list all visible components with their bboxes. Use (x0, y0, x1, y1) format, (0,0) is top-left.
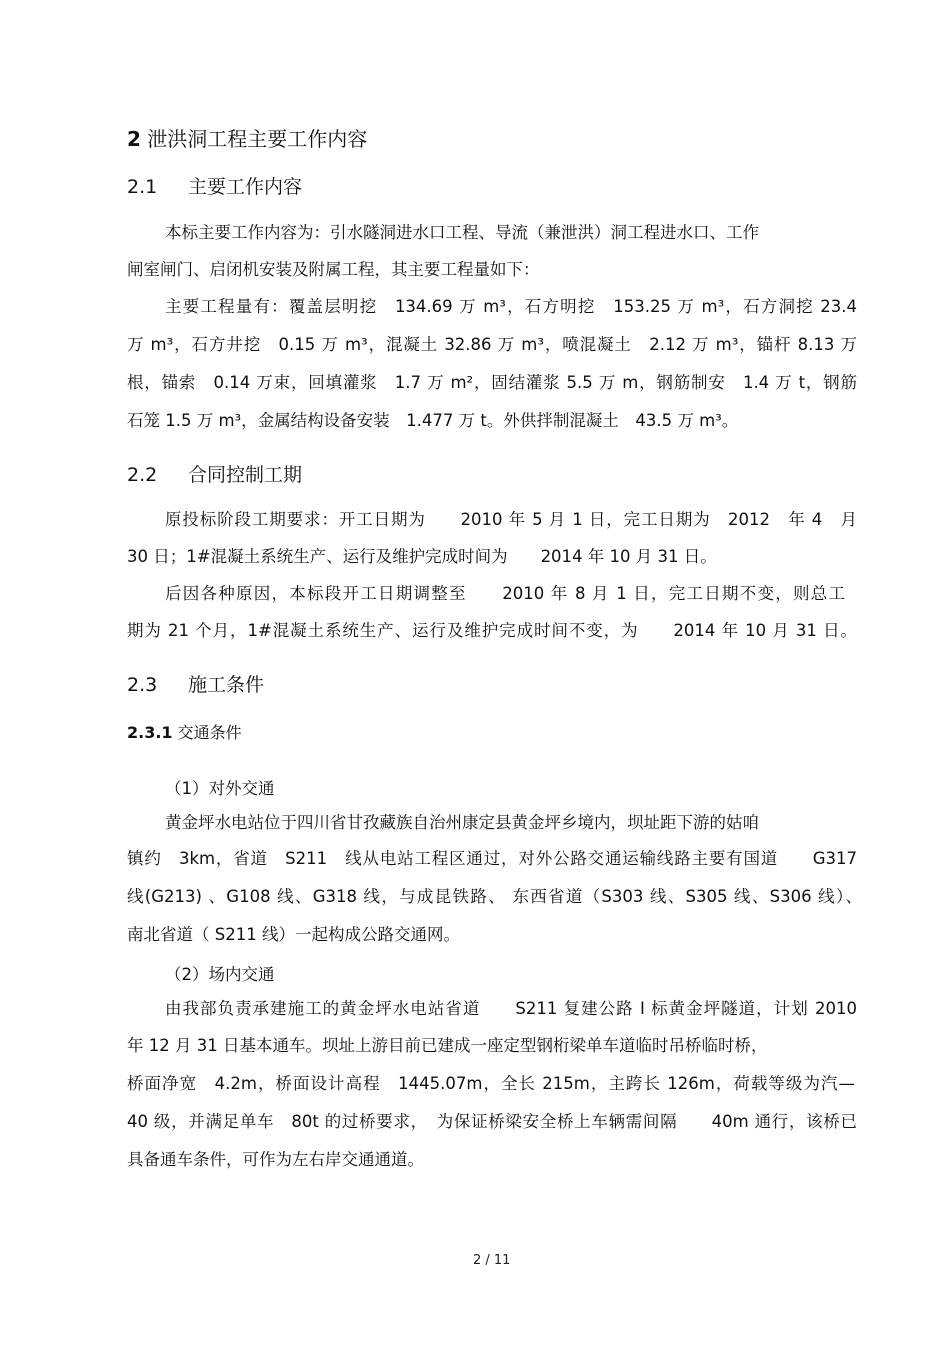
subsection-heading-2-3 (127, 672, 264, 698)
item-heading: （1）对外交通 (165, 779, 275, 798)
paragraph-line: 主要工程量有：覆盖层明挖 134.69 万 m³，石方明挖 153.25 万 m³，石方洞挖 23.4 (165, 297, 857, 316)
subsubsection-title: 交通条件 (177, 723, 242, 742)
subsection-number: 2.3 (127, 674, 158, 696)
paragraph-line: 石笼 1.5 万 m³，金属结构设备安装 1.477 万 t。外供拌制混凝土 43.5 万 m³。 (127, 411, 739, 430)
subsection-title: 合同控制工期 (188, 464, 303, 486)
subsubsection-number: 2.3.1 (127, 723, 173, 742)
paragraph-line: 南北省道（ S211 线）一起构成公路交通网。 (127, 925, 460, 944)
paragraph-line: 万 m³，石方井挖 0.15 万 m³，混凝土 32.86 万 m³，喷混凝土 2.12 万 m³，锚杆 8.13 万 (127, 335, 857, 354)
subsection-title: 主要工作内容 (188, 176, 303, 198)
page-number: 2 / 11 (473, 1253, 511, 1268)
item-heading: （2）场内交通 (165, 965, 275, 984)
subsubsection-heading-2-3-1 (127, 722, 242, 744)
paragraph-line: 后因各种原因，本标段开工日期调整至 2010 年 8 月 1 日，完工日期不变，则总工 (165, 584, 845, 603)
paragraph-line: 镇约 3km，省道 S211 线从电站工程区通过，对外公路交通运输线路主要有国道 G317 (127, 849, 857, 868)
section-title: 泄洪洞工程主要工作内容 (147, 127, 368, 151)
paragraph-line: 40 级，并满足单车 80t 的过桥要求， 为保证桥梁安全桥上车辆需间隔 40m 通行，该桥已 (127, 1112, 857, 1131)
section-heading (127, 126, 367, 152)
paragraph-line: 闸室闸门、启闭机安装及附属工程，其主要工程量如下： (127, 260, 540, 279)
paragraph-line: 原投标阶段工期要求：开工日期为 2010 年 5 月 1 日，完工日期为 2012 年 4 月 (165, 510, 857, 529)
subsection-heading-2-2 (127, 462, 302, 488)
paragraph-line: 由我部负责承建施工的黄金坪水电站省道 S211 复建公路 I 标黄金坪隧道，计划 2010 (165, 999, 857, 1018)
paragraph-line: 本标主要工作内容为：引水隧洞进水口工程、导流（兼泄洪）洞工程进水口、工作 (165, 223, 759, 242)
paragraph-line: 根，锚索 0.14 万束，回填灌浆 1.7 万 m²，固结灌浆 5.5 万 m，钢筋制安 1.4 万 t，钢筋 (127, 373, 857, 392)
paragraph-line: 线(G213) 、G108 线、G318 线，与成昆铁路、 东西省道（S303 线、S305 线、S306 线）、 (127, 887, 862, 906)
section-number: 2 (127, 127, 141, 151)
subsection-title: 施工条件 (188, 674, 265, 696)
subsection-number: 2.1 (127, 176, 158, 198)
paragraph-line: 30 日；1#混凝土系统生产、运行及维护完成时间为 2014 年 10 月 31 日。 (127, 547, 717, 566)
subsection-heading-2-1 (127, 174, 302, 200)
paragraph-line: 黄金坪水电站位于四川省甘孜藏族自治州康定县黄金坪乡境内，坝址距下游的姑咱 (165, 813, 759, 832)
paragraph-line: 桥面净宽 4.2m，桥面设计高程 1445.07m，全长 215m，主跨长 126m，荷载等级为汽— (127, 1074, 855, 1093)
paragraph-line: 年 12 月 31 日基本通车。坝址上游目前已建成一座定型钢桁梁单车道临时吊桥临时桥， (127, 1036, 768, 1055)
paragraph-line: 具备通车条件，可作为左右岸交通通道。 (127, 1150, 424, 1169)
subsection-number: 2.2 (127, 464, 158, 486)
paragraph-line: 期为 21 个月，1#混凝土系统生产、运行及维护完成时间不变，为 2014 年 10 月 31 日。 (127, 621, 857, 640)
